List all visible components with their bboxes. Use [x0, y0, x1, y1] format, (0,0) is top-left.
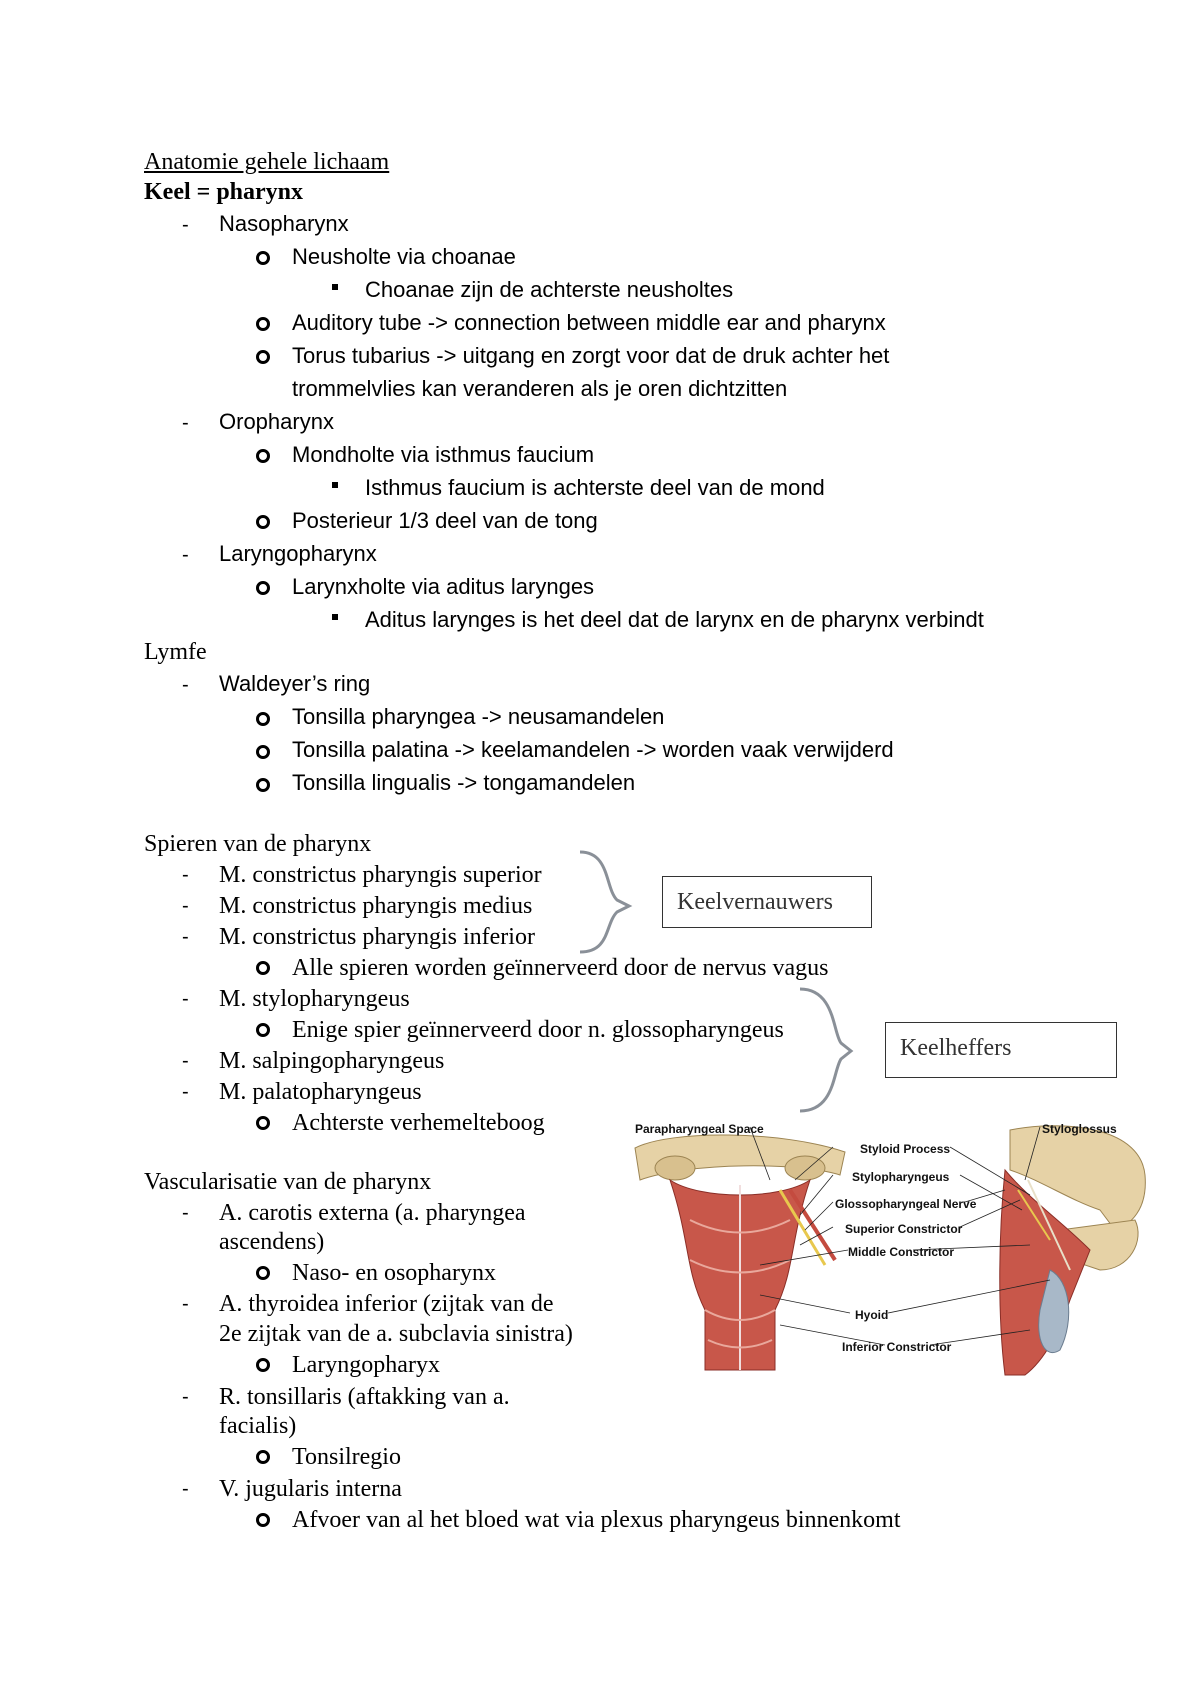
list-item: Isthmus faucium is achterste deel van de mond [365, 475, 825, 500]
section-heading-lymfe: Lymfe [144, 639, 207, 665]
list-item: Alle spieren worden geïnnerveerd door de nervus vagus [292, 955, 829, 981]
curly-brace-icon [575, 848, 635, 958]
figure-label: Hyoid [855, 1308, 889, 1322]
circle-bullet [256, 745, 270, 759]
annotation-label: Keelheffers [900, 1035, 1012, 1061]
list-item: Tonsilla palatina -> keelamandelen -> worden vaak verwijderd [292, 737, 894, 762]
figure-label: Parapharyngeal Space [635, 1122, 764, 1136]
figure-label: Styloid Process [860, 1142, 951, 1156]
figure-label: Stylopharyngeus [852, 1170, 950, 1184]
circle-bullet [256, 449, 270, 463]
figure-label: Superior Constrictor [845, 1222, 963, 1236]
annotation-label: Keelvernauwers [677, 889, 833, 915]
annotation-box-keelvernauwers [662, 876, 872, 928]
figure-label: Middle Constrictor [848, 1245, 955, 1259]
circle-bullet [256, 712, 270, 726]
list-item-continuation: 2e zijtak van de a. subclavia sinistra) [219, 1321, 573, 1347]
list-item: Achterste verhemelteboog [292, 1110, 545, 1136]
square-bullet [332, 614, 338, 620]
figure-label: Styloglossus [1042, 1122, 1117, 1136]
list-item: Naso- en osopharynx [292, 1260, 496, 1286]
list-item: M. constrictus pharyngis inferior [219, 924, 535, 950]
dash-bullet: - [182, 1081, 189, 1103]
circle-bullet [256, 581, 270, 595]
list-item-waldeyer: Waldeyer’s ring [219, 671, 371, 696]
curly-brace-icon [795, 985, 855, 1115]
list-item: Enige spier geïnnerveerd door n. glossopharyngeus [292, 1017, 784, 1043]
section-heading-vascularisatie: Vascularisatie van de pharynx [144, 1169, 432, 1195]
circle-bullet [256, 1358, 270, 1372]
list-item: Tonsilla lingualis -> tongamandelen [292, 770, 636, 795]
dash-bullet: - [182, 1293, 189, 1315]
circle-bullet [256, 1266, 270, 1280]
list-item: A. carotis externa (a. pharyngea [219, 1200, 526, 1226]
document-title: Anatomie gehele lichaam [144, 149, 390, 175]
dash-bullet: - [182, 214, 189, 236]
list-item: M. palatopharyngeus [219, 1079, 422, 1105]
list-item: Torus tubarius -> uitgang en zorgt voor dat de druk achter het [292, 343, 890, 368]
square-bullet [332, 482, 338, 488]
list-item: Posterieur 1/3 deel van de tong [292, 508, 598, 533]
figure-label: Glossopharyngeal Nerve [835, 1197, 977, 1211]
list-item: Larynxholte via aditus larynges [292, 574, 595, 599]
dash-bullet: - [182, 988, 189, 1010]
dash-bullet: - [182, 864, 189, 886]
pharynx-muscles-illustration [630, 1120, 1150, 1385]
dash-bullet: - [182, 926, 189, 948]
list-item: R. tonsillaris (aftakking van a. [219, 1384, 510, 1410]
list-item: Mondholte via isthmus faucium [292, 442, 595, 467]
list-item: M. constrictus pharyngis medius [219, 893, 533, 919]
circle-bullet [256, 1023, 270, 1037]
list-item: Neusholte via choanae [292, 244, 516, 269]
list-item: M. salpingopharyngeus [219, 1048, 445, 1074]
list-item-continuation: ascendens) [219, 1229, 325, 1255]
dash-bullet: - [182, 895, 189, 917]
list-item: Tonsilregio [292, 1444, 401, 1470]
circle-bullet [256, 515, 270, 529]
annotation-box-keelheffers [885, 1022, 1117, 1078]
list-item: Laryngopharyx [292, 1352, 440, 1378]
list-item-continuation: facialis) [219, 1413, 297, 1439]
list-item: V. jugularis interna [219, 1476, 402, 1502]
list-item: Aditus larynges is het deel dat de larynx en de pharynx verbindt [365, 607, 984, 632]
section-heading-pharynx: Keel = pharynx [144, 179, 304, 205]
section-heading-spieren: Spieren van de pharynx [144, 831, 372, 857]
list-item: Auditory tube -> connection between middle ear and pharynx [292, 310, 886, 335]
dash-bullet: - [182, 674, 189, 696]
list-item-laryngopharynx: Laryngopharynx [219, 541, 377, 566]
circle-bullet [256, 1513, 270, 1527]
list-item: M. stylopharyngeus [219, 986, 410, 1012]
list-item-oropharynx: Oropharynx [219, 409, 334, 434]
list-item-nasopharynx: Nasopharynx [219, 211, 349, 236]
list-item: M. constrictus pharyngis superior [219, 862, 542, 888]
dash-bullet: - [182, 1050, 189, 1072]
square-bullet [332, 284, 338, 290]
circle-bullet [256, 1450, 270, 1464]
list-item: Afvoer van al het bloed wat via plexus pharyngeus binnenkomt [292, 1507, 901, 1533]
circle-bullet [256, 251, 270, 265]
dash-bullet: - [182, 1478, 189, 1500]
circle-bullet [256, 1116, 270, 1130]
dash-bullet: - [182, 412, 189, 434]
dash-bullet: - [182, 544, 189, 566]
dash-bullet: - [182, 1386, 189, 1408]
circle-bullet [256, 778, 270, 792]
list-item: A. thyroidea inferior (zijtak van de [219, 1291, 554, 1317]
circle-bullet [256, 350, 270, 364]
figure-label: Inferior Constrictor [842, 1340, 952, 1354]
list-item: Tonsilla pharyngea -> neusamandelen [292, 704, 665, 729]
list-item: Choanae zijn de achterste neusholtes [365, 277, 734, 302]
dash-bullet: - [182, 1202, 189, 1224]
circle-bullet [256, 317, 270, 331]
list-item-continuation: trommelvlies kan veranderen als je oren dichtzitten [292, 376, 788, 401]
circle-bullet [256, 961, 270, 975]
